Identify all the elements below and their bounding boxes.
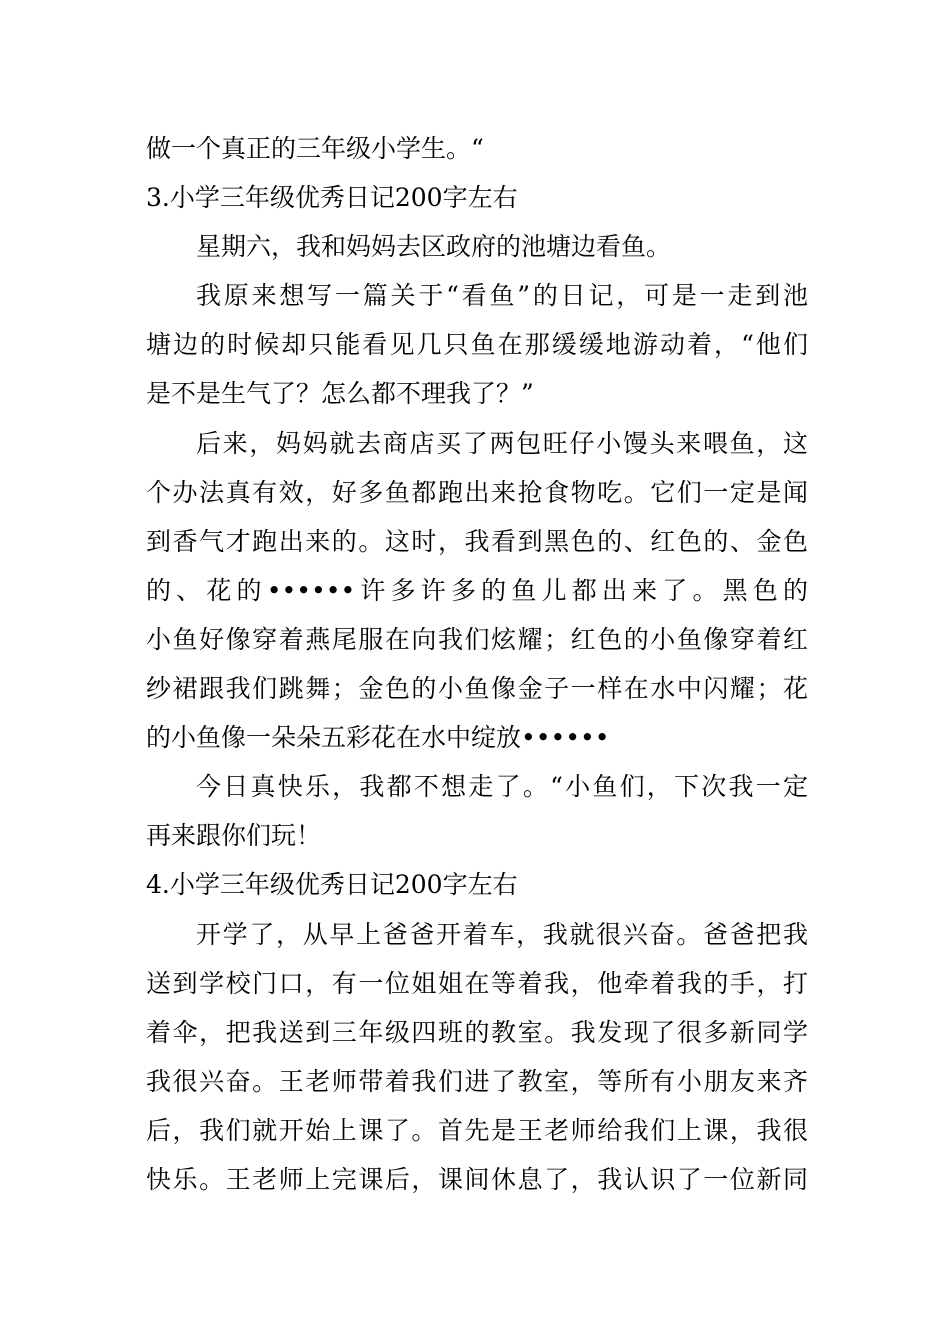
paragraph-line: 个办法真有效，好多鱼都跑出来抢食物吃。它们一定是闻: [146, 477, 808, 507]
paragraph-line: 的小鱼像一朵朵五彩花在水中绽放••••••: [146, 723, 610, 753]
paragraph-line: 星期六，我和妈妈去区政府的池塘边看鱼。: [196, 232, 672, 262]
paragraph-line: 今日真快乐，我都不想走了。“小鱼们，下次我一定: [196, 772, 808, 802]
paragraph-line: 我原来想写一篇关于“看鱼”的日记，可是一走到池: [196, 281, 808, 311]
diary-text: [146, 124, 808, 1204]
paragraph-line: 塘边的时候却只能看见几只鱼在那缓缓地游动着，“他们: [146, 330, 808, 360]
paragraph-line: 后，我们就开始上课了。首先是王老师给我们上课，我很: [146, 1115, 808, 1145]
paragraph-line: 着伞，把我送到三年级四班的教室。我发现了很多新同学: [146, 1017, 808, 1047]
paragraph-line: 开学了，从早上爸爸开着车，我就很兴奋。爸爸把我: [196, 919, 808, 949]
paragraph-line: 的、花的••••••许多许多的鱼儿都出来了。黑色的: [146, 575, 808, 605]
text-line: 做一个真正的三年级小学生。“: [146, 134, 484, 163]
paragraph-line: 小鱼好像穿着燕尾服在向我们炫耀；红色的小鱼像穿着红: [146, 624, 808, 654]
paragraph-line: 我很兴奋。王老师带着我们进了教室，等所有小朋友来齐: [146, 1066, 808, 1096]
paragraph-line: 后来，妈妈就去商店买了两包旺仔小馒头来喂鱼，这: [196, 428, 808, 458]
paragraph-line: 是不是生气了？怎么都不理我了？”: [146, 379, 534, 409]
paragraph-line: 到香气才跑出来的。这时，我看到黑色的、红色的、金色: [146, 526, 808, 556]
paragraph-line: 快乐。王老师上完课后，课间休息了，我认识了一位新同: [146, 1164, 808, 1194]
paragraph-line: 再来跟你们玩！: [146, 821, 322, 851]
section-heading-3: 3.小学三年级优秀日记200字左右: [146, 183, 518, 213]
paragraph-line: 送到学校门口，有一位姐姐在等着我，他牵着我的手，打: [146, 968, 808, 998]
paragraph-line: 纱裙跟我们跳舞；金色的小鱼像金子一样在水中闪耀；花: [146, 674, 808, 704]
section-heading-4: 4.小学三年级优秀日记200字左右: [146, 870, 518, 900]
